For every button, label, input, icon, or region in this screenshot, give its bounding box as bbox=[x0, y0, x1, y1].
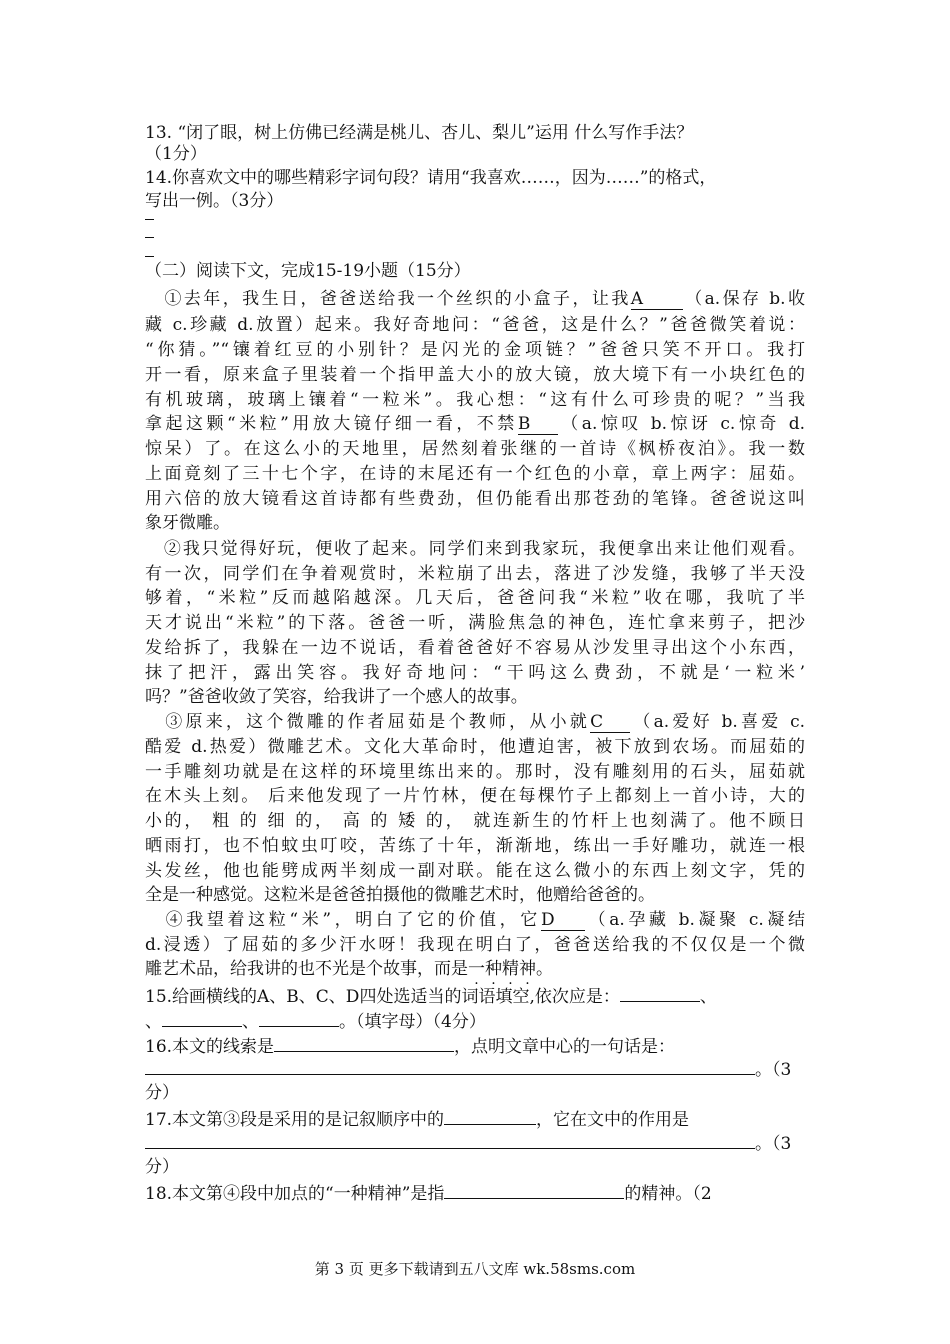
blank-b: B bbox=[518, 415, 558, 435]
paragraph-3-line: 头发丝，他也能劈成两半刻成一副对联。能在这么微小的东西上刻文字，凭的 bbox=[145, 861, 805, 881]
blank-d: D bbox=[541, 911, 585, 931]
answer-blank[interactable] bbox=[444, 1180, 624, 1199]
question-18-line-1 bbox=[145, 1180, 712, 1206]
question-16-line-2 bbox=[145, 1056, 791, 1082]
blank-c: C bbox=[590, 713, 630, 733]
emphasis-char: 种 bbox=[485, 959, 502, 979]
paragraph-1-line: 用六倍的放大镜看这首诗都有些费劲，但仍能看出那苍劲的笔锋。爸爸说这叫 bbox=[145, 489, 805, 509]
text-span: 16.本文的线索是 bbox=[145, 1037, 275, 1057]
text-span: 雕艺术品，给我讲的也不光是个故事，而是 bbox=[145, 959, 468, 979]
text-span: （a.惊叹 b.惊讶 c.惊奇 d. bbox=[557, 414, 806, 434]
paragraph-3-line: 小的， 粗 的 细 的， 高 的 矮 的， 就连新生的竹杆上也刻满了。他不顾日 bbox=[145, 811, 805, 831]
section-2-title: （二）阅读下文，完成15-19小题（15分） bbox=[145, 261, 471, 281]
text-span: 、 bbox=[242, 1012, 259, 1032]
paragraph-1-line: 象牙微雕。 bbox=[145, 513, 230, 533]
answer-blank[interactable] bbox=[145, 1130, 755, 1149]
paragraph-3-line: 酷爱 d.热爱）微雕艺术。文化大革命时，他遭迫害，被下放到农场。而屈茹的 bbox=[145, 737, 805, 757]
emphasis-char: 一 bbox=[468, 959, 485, 979]
answer-blank[interactable] bbox=[444, 1106, 536, 1125]
paragraph-3-line: 晒雨打，也不怕蚊虫叮咬，苦练了十年，渐渐地，练出一手好雕功，就连一根 bbox=[145, 836, 805, 856]
paragraph-1-line: 开一看，原来盒子里装着一个指甲盖大小的放大镜，放大境下有一小块红色的 bbox=[145, 365, 805, 385]
text-span: 。（3 bbox=[755, 1134, 792, 1154]
answer-dash bbox=[145, 219, 154, 220]
question-17-line-1 bbox=[145, 1106, 689, 1132]
paragraph-1-line: 藏 c.珍藏 d.放置）起来。我好奇地问：“爸爸，这是什么？”爸爸微笑着说： bbox=[145, 315, 805, 335]
text-span: ④我望着这粒“米”，明白了它的价值，它 bbox=[165, 910, 541, 930]
paragraph-2-line: 抹了把汗，露出笑容。我好奇地问：“干吗这么费劲，不就是‘一粒米’ bbox=[145, 663, 805, 683]
paragraph-2-line: 天才说出“米粒”的下落。爸爸一听，满脸焦急的神色，连忙拿来剪子，把沙 bbox=[145, 613, 805, 633]
paragraph-1-line bbox=[145, 287, 805, 311]
text-span: 、 bbox=[699, 987, 717, 1007]
text-span: 、 bbox=[145, 1012, 162, 1032]
text-span: 的精神。（2 bbox=[624, 1184, 712, 1204]
emphasis-char: 神 bbox=[519, 959, 536, 979]
question-16-line-3: 分） bbox=[145, 1083, 179, 1103]
text-span: ②我只觉得好玩，便收了起来。同学们来到我家玩，我便拿出来让他们观看。 bbox=[163, 539, 806, 559]
question-15-line-1 bbox=[145, 983, 717, 1009]
paragraph-3-line: 全是一种感觉。这粒米是爸爸拍摄他的微雕艺术时，他赠给爸爸的。 bbox=[145, 885, 655, 905]
answer-blank[interactable] bbox=[259, 1008, 339, 1027]
paragraph-1-line bbox=[145, 412, 805, 436]
text-span: （a.保存 b.收 bbox=[682, 289, 806, 309]
question-14-line-1: 14.你喜欢文中的哪些精彩字词句段？请用“我喜欢……，因为……”的格式， bbox=[145, 168, 717, 188]
text-span: ①去年，我生日，爸爸送给我一个丝织的小盒子，让我 bbox=[164, 289, 631, 309]
page-footer: 第 3 页 更多下载请到五八文库 wk.58sms.com bbox=[314, 1260, 636, 1278]
paragraph-3-line bbox=[145, 710, 805, 734]
question-13-line-1: 13. “闭了眼，树上仿佛已经满是桃儿、杏儿、梨儿”运用 什么写作手法？ bbox=[145, 123, 694, 143]
question-17-line-2 bbox=[145, 1130, 791, 1156]
emphasis-char: 精 bbox=[502, 959, 519, 979]
text-span: 17.本文第③段是采用的是记叙顺序中的 bbox=[145, 1110, 445, 1130]
blank-a: A bbox=[631, 290, 683, 310]
paragraph-2-line: 有一次，同学们在争着观赏时，米粒崩了出去，落进了沙发缝，我够了半天没 bbox=[145, 564, 805, 584]
answer-blank[interactable] bbox=[145, 1056, 755, 1075]
paragraph-1-line: 惊呆）了。在这么小的天地里，居然刻着张继的一首诗《枫桥夜泊》。我一数 bbox=[145, 439, 805, 459]
question-14-line-2: 写出一例。（3分） bbox=[145, 191, 284, 211]
text-span: 。（填字母）（4分） bbox=[339, 1012, 486, 1032]
text-span: （a.孕藏 b.凝聚 c.凝结 bbox=[584, 910, 806, 930]
paragraph-2-line: 够着，“米粒”反而越陷越深。几天后，爸爸问我“米粒”收在哪，我吭了半 bbox=[145, 588, 805, 608]
paragraph-1-line: “你猜。”“镶着红豆的小别针？是闪光的金项链？”爸爸只笑不开口。我打 bbox=[145, 340, 805, 360]
text-span: （a.爱好 b.喜爱 c. bbox=[630, 712, 806, 732]
text-span: ，点明文章中心的一句话是： bbox=[454, 1037, 676, 1057]
paragraph-2-line: 发给拆了，我躲在一边不说话，看着爸爸好不容易从沙发里寻出这个小东西， bbox=[145, 638, 805, 658]
answer-blank[interactable] bbox=[162, 1008, 242, 1027]
question-17-line-3: 分） bbox=[145, 1157, 179, 1177]
question-15-line-2 bbox=[145, 1008, 486, 1034]
paragraph-3-line: 一手雕刻功就是在这样的环境里练出来的。那时，没有雕刻用的石头，屈茹就 bbox=[145, 762, 805, 782]
answer-dash bbox=[145, 237, 154, 238]
paragraph-2-line: 吗？”爸爸收敛了笑容，给我讲了一个感人的故事。 bbox=[145, 687, 528, 707]
paragraph-1-line: 有机玻璃，玻璃上镶着“一粒米”。我心想：“这有什么可珍贵的呢？”当我 bbox=[145, 390, 805, 410]
text-span: 拿起这颗“米粒”用放大镜仔细一看，不禁 bbox=[145, 414, 518, 434]
text-span: ，它在文中的作用是 bbox=[536, 1110, 690, 1130]
question-13-line-2: （1分） bbox=[145, 144, 207, 164]
paragraph-4-line bbox=[145, 908, 805, 932]
text-span: 。（3 bbox=[755, 1060, 792, 1080]
paragraph-4-line: d.浸透）了屈茹的多少汗水呀！我现在明白了，爸爸送给我的不仅仅是一个微 bbox=[145, 935, 805, 955]
answer-dash bbox=[145, 256, 154, 257]
paragraph-4-line bbox=[145, 957, 553, 981]
answer-blank[interactable] bbox=[274, 1033, 454, 1052]
answer-blank[interactable] bbox=[620, 983, 700, 1002]
paragraph-1-line: 上面竟刻了三十七个字，在诗的末尾还有一个红色的小章，章上两字：屈茹。 bbox=[145, 464, 805, 484]
text-span: 。 bbox=[536, 959, 553, 979]
text-span: 15.给画横线的A、B、C、D四处选适当的词语填空,依次应是： bbox=[145, 987, 620, 1007]
text-span: 18.本文第④段中加点的“一种精神”是指 bbox=[145, 1184, 445, 1204]
paragraph-2-line bbox=[145, 537, 805, 561]
text-span: ③原来，这个微雕的作者屈茹是个教师，从小就 bbox=[165, 712, 591, 732]
paragraph-3-line: 在木头上刻。 后来他发现了一片竹林，便在每棵竹子上都刻上一首小诗，大的 bbox=[145, 786, 805, 806]
